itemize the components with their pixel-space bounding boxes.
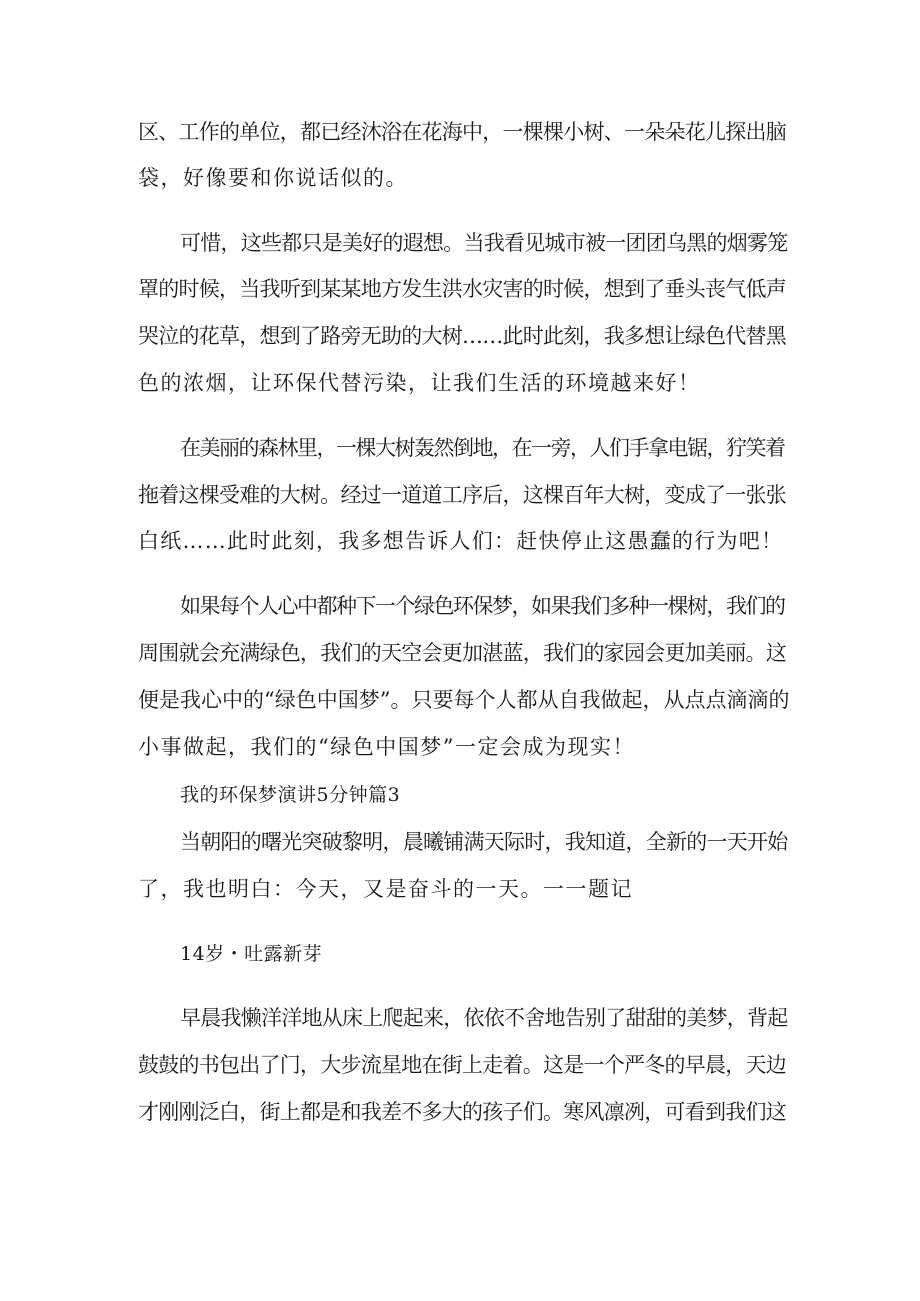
paragraph-1-line-2: 袋，好像要和你说话似的。: [138, 166, 408, 190]
paragraph-1-line-1: 区、工作的单位，都已经沐浴在花海中，一棵棵小树、一朵朵花儿探出脑: [138, 120, 786, 144]
paragraph-6-line-3: 才刚刚泛白，街上都是和我差不多大的孩子们。寒风凛冽，可看到我们这: [138, 1100, 786, 1124]
paragraph-3-line-2: 拖着这棵受难的大树。经过一道道工序后，这棵百年大树，变成了一张张: [138, 483, 786, 507]
subheading: 14岁・吐露新芽: [180, 943, 323, 965]
paragraph-4-line-3: 便是我心中的“绿色中国梦”。只要每个人都从自我做起，从点点滴滴的: [138, 688, 790, 712]
paragraph-5-line-2: 了，我也明白：今天，又是奋斗的一天。一一题记: [138, 877, 633, 901]
paragraph-3-line-1: 在美丽的森林里，一棵大树轰然倒地，在一旁，人们手拿电锯，狞笑着: [180, 436, 785, 460]
paragraph-2-line-4: 色的浓烟，让环保代替污染，让我们生活的环境越来好！: [138, 371, 701, 395]
paragraph-4-line-1: 如果每个人心中都种下一个绿色环保梦，如果我们多种一棵树，我们的: [180, 594, 785, 618]
paragraph-4-line-2: 周围就会充满绿色，我们的天空会更加湛蓝，我们的家园会更加美丽。这: [138, 641, 786, 665]
paragraph-2-line-1: 可惜，这些都只是美好的遐想。当我看见城市被一团团乌黑的烟雾笼: [180, 231, 788, 255]
paragraph-4-line-4: 小事做起，我们的“绿色中国梦”一定会成为现实！: [138, 735, 635, 759]
paragraph-6-line-2: 鼓鼓的书包出了门，大步流星地在街上走着。这是一个严冬的早晨，天边: [138, 1053, 786, 1077]
paragraph-3-line-3: 白纸……此时此刻，我多想告诉人们：赶快停止这愚蠢的行为吧！: [138, 529, 784, 553]
paragraph-2-line-3: 哭泣的花草，想到了路旁无助的大树……此时此刻，我多想让绿色代替黑: [138, 324, 786, 348]
paragraph-6-line-1: 早晨我懒洋洋地从床上爬起来，依依不舍地告别了甜甜的美梦，背起: [180, 1006, 788, 1030]
paragraph-5-line-1: 当朝阳的曙光突破黎明，晨曦铺满天际时，我知道，全新的一天开始: [180, 830, 788, 854]
paragraph-2-line-2: 罩的时候，当我听到某某地方发生洪水灾害的时候，想到了垂头丧气低声: [138, 277, 786, 301]
section-title: 我的环保梦演讲5分钟篇3: [180, 784, 401, 806]
